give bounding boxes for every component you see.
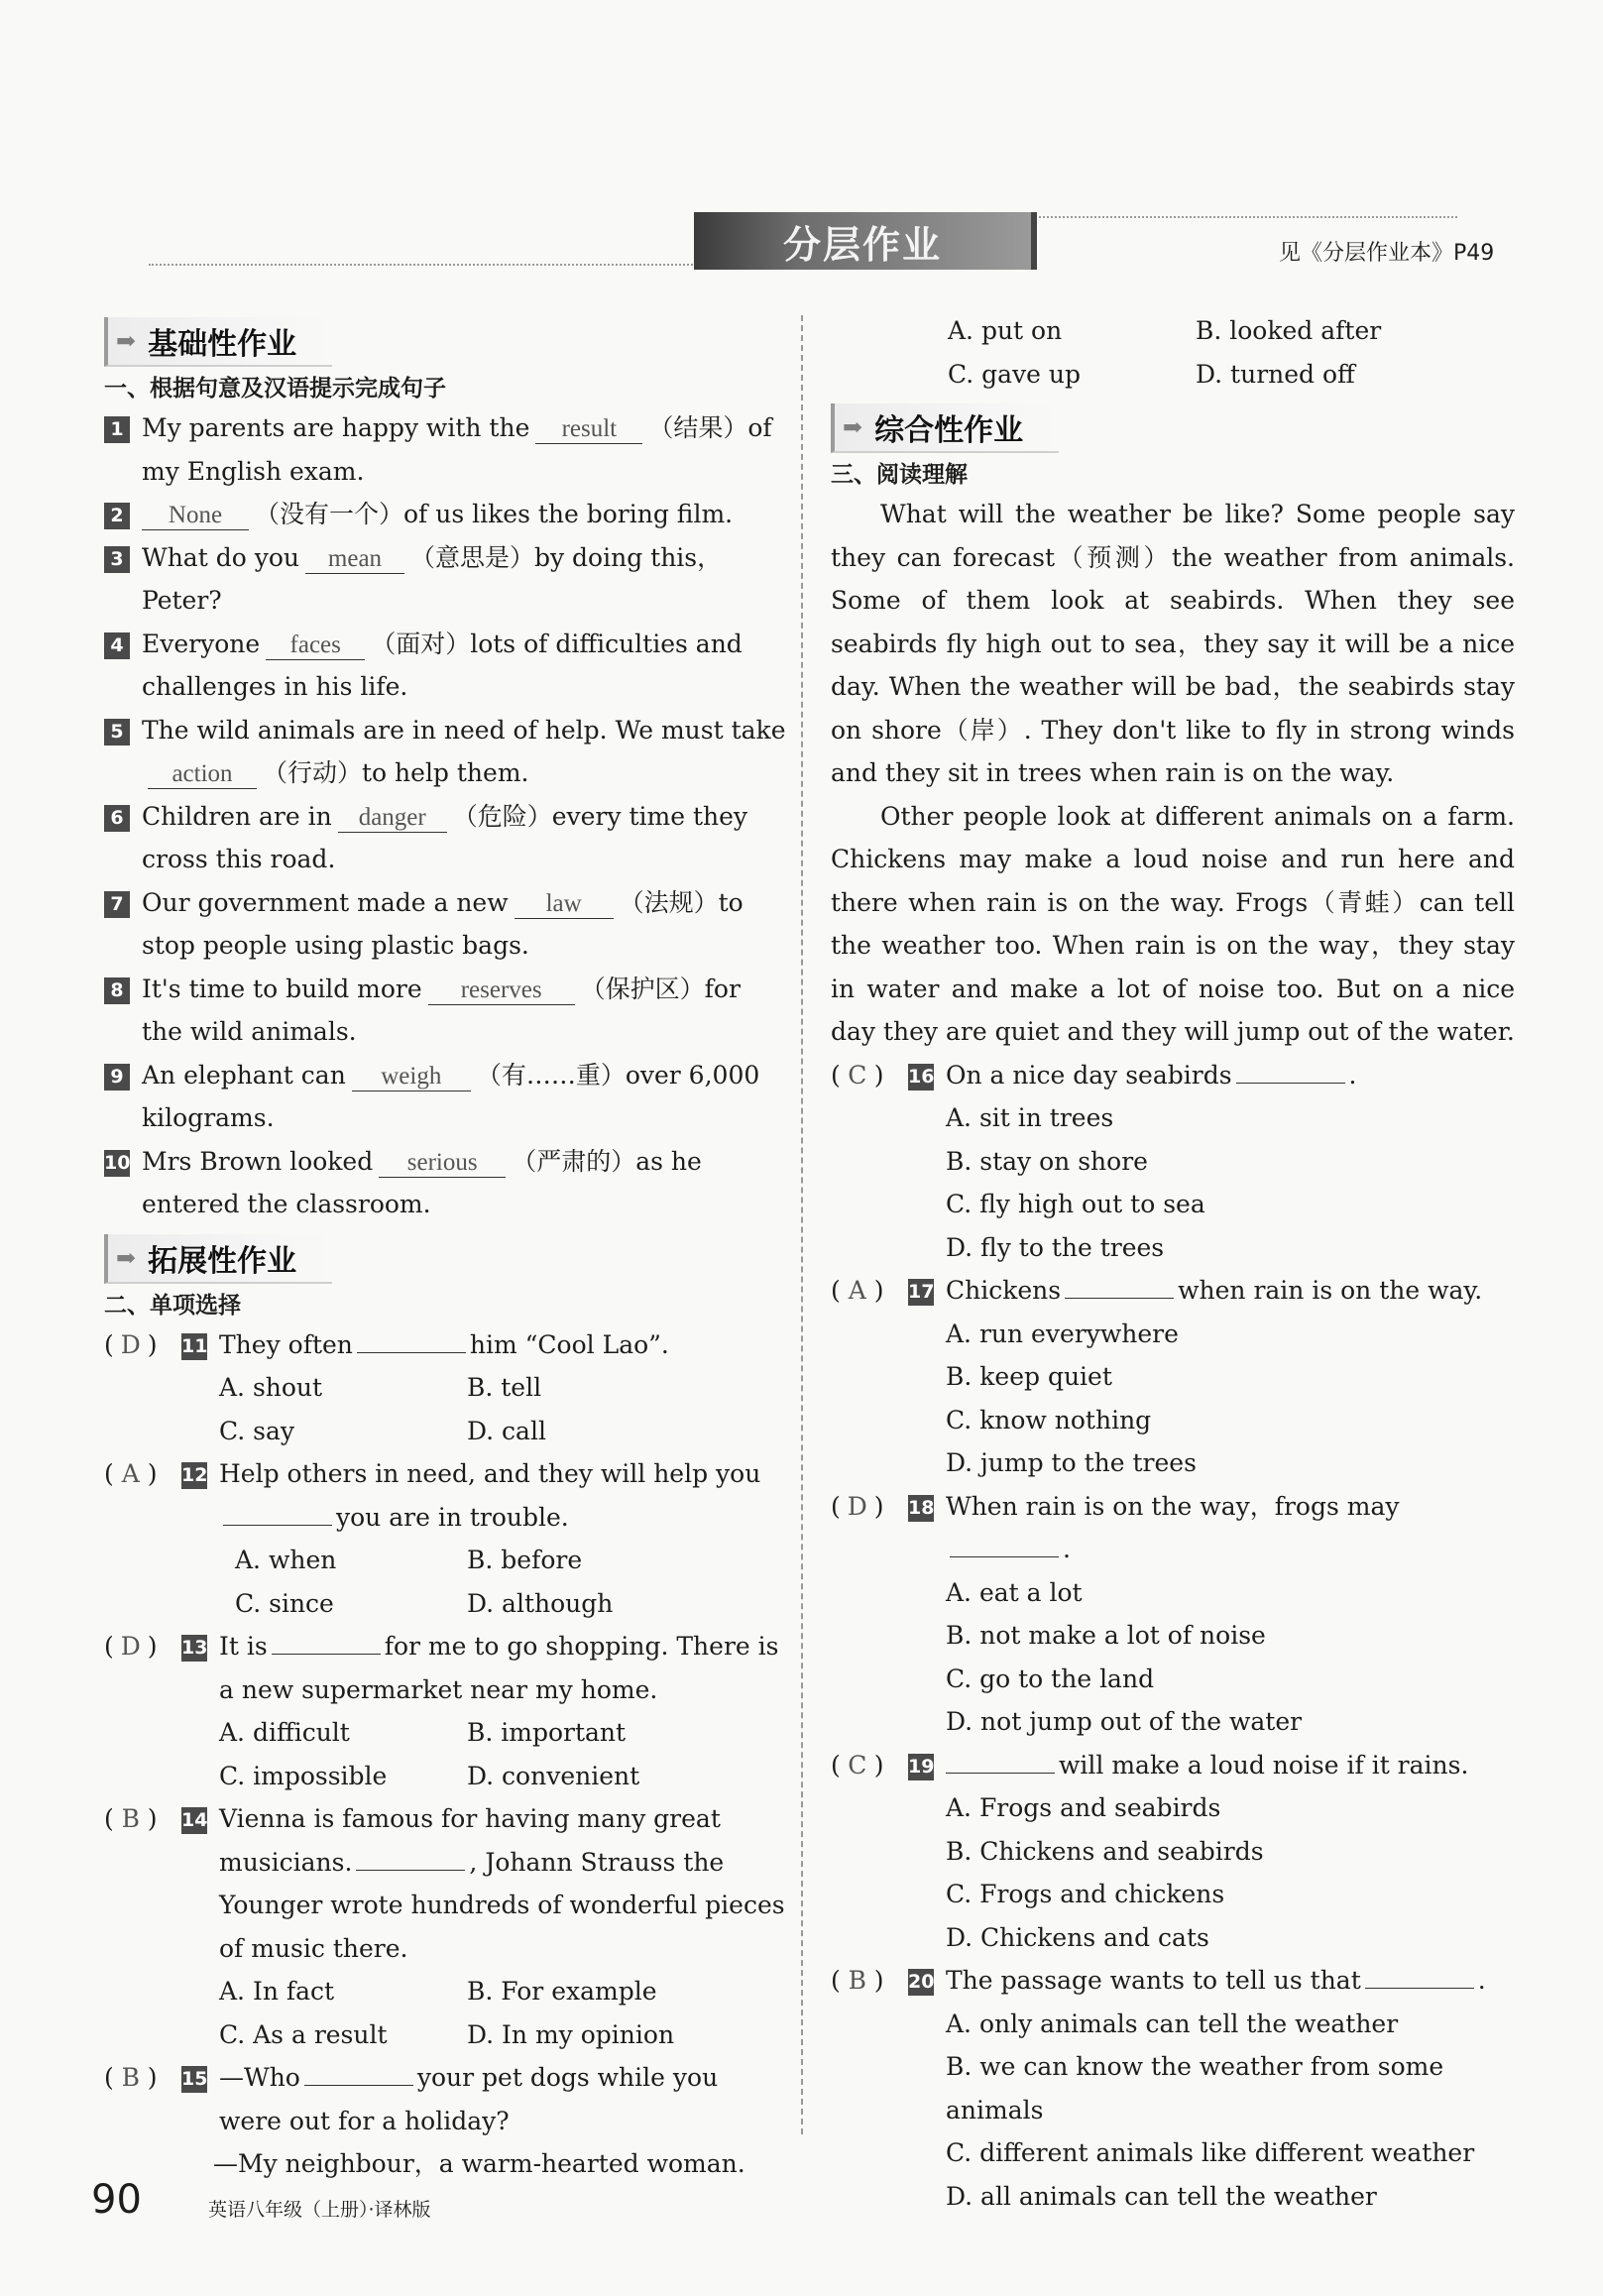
options-11 (104, 1366, 788, 1452)
answer-blank (1365, 1964, 1474, 1989)
item-number: 11 (181, 1333, 207, 1360)
option-b[interactable]: B. looked after (1196, 316, 1382, 345)
question-text: Help others in need, and they will help you (219, 1459, 761, 1488)
fill-item-1 (104, 406, 788, 493)
question-text: you are in trouble. (336, 1502, 569, 1532)
item-number: 2 (104, 503, 130, 529)
question-text: The passage wants to tell us that (946, 1966, 1361, 1995)
answer-blank[interactable]: mean (305, 545, 404, 574)
section-comp-badge (831, 403, 1059, 453)
answer-paren: ( C ) (831, 1054, 884, 1097)
option-d[interactable]: D. convenient (467, 1761, 640, 1790)
header-banner (694, 212, 1037, 270)
fill-item-8 (104, 968, 788, 1054)
option-d[interactable]: D. not jump out of the water (946, 1707, 1303, 1736)
question-20 (831, 1959, 1515, 2003)
item-text: （行动）to help them. (263, 758, 529, 787)
option-a[interactable]: A. when (235, 1546, 337, 1574)
arrow-icon: ➡ (116, 327, 137, 355)
section-ext-title: 拓展性作业 (148, 1243, 297, 1279)
question-text: will make a loud noise if it rains. (1059, 1750, 1469, 1779)
option-c[interactable]: C. know nothing (946, 1405, 1152, 1435)
item-text: My parents are happy with the (142, 413, 530, 442)
option-b[interactable]: B. For example (467, 1977, 657, 2006)
question-12 (104, 1452, 788, 1539)
header-rule-left (149, 264, 704, 266)
option-b[interactable]: B. not make a lot of noise (946, 1621, 1266, 1650)
answer-paren: ( D ) (831, 1485, 884, 1529)
question-text: Chickens (946, 1276, 1062, 1305)
item-text: （面对）lots of difficulties and challenges in his life. (142, 629, 743, 701)
section-comp-title: 综合性作业 (874, 413, 1024, 448)
answer-blank (272, 1630, 381, 1655)
question-text: for me to go shopping. There is a new supermarket near my home. (219, 1632, 779, 1704)
answer-blank[interactable]: result (535, 415, 642, 444)
answer-letter[interactable]: B (848, 1966, 866, 1995)
item-number: 13 (181, 1635, 207, 1662)
question-13 (104, 1625, 788, 1711)
options-15 (831, 309, 1515, 396)
arrow-icon: ➡ (116, 1243, 137, 1272)
option-d[interactable]: D. turned off (1196, 359, 1355, 389)
fill-item-3 (104, 536, 788, 623)
question-text: It is (219, 1632, 268, 1661)
item-number: 15 (181, 2066, 207, 2093)
item-number: 14 (181, 1807, 207, 1834)
option-c[interactable]: C. different animals like different weather (946, 2138, 1475, 2167)
answer-blank[interactable]: serious (379, 1149, 506, 1178)
answer-letter[interactable]: B (121, 1804, 140, 1833)
answer-paren: ( D ) (104, 1625, 158, 1668)
item-text: （有……重）over 6,000 kilograms. (142, 1060, 760, 1132)
option-a[interactable]: A. only animals can tell the weather (946, 2009, 1399, 2038)
options-13 (104, 1711, 788, 1797)
answer-letter[interactable]: D (120, 1329, 141, 1359)
options-12 (104, 1539, 788, 1625)
option-a[interactable]: A. In fact (219, 1977, 335, 2006)
answer-paren: ( A ) (831, 1269, 884, 1313)
item-text: Children are in (142, 801, 332, 831)
question-15 (104, 2056, 788, 2142)
option-b[interactable]: B. tell (467, 1373, 542, 1402)
left-column (104, 309, 788, 2186)
item-number: 7 (104, 891, 130, 918)
option-b[interactable]: B. before (467, 1546, 583, 1574)
answer-blank[interactable]: faces (266, 631, 365, 660)
option-c[interactable]: C. As a result (219, 2019, 388, 2049)
item-number: 10 (104, 1150, 130, 1177)
item-number: 16 (908, 1064, 934, 1091)
item-text: Mrs Brown looked (142, 1146, 374, 1176)
item-text: Our government made a new (142, 887, 509, 917)
option-c[interactable]: C. since (235, 1588, 334, 1618)
answer-blank[interactable]: danger (338, 804, 447, 833)
option-c[interactable]: C. go to the land (946, 1664, 1155, 1693)
option-c[interactable]: C. fly high out to sea (946, 1190, 1205, 1218)
part3-heading: 三、阅读理解 (831, 462, 968, 488)
question-text: They often (219, 1329, 353, 1359)
item-number: 20 (908, 1969, 934, 1996)
option-a[interactable]: A. put on (948, 316, 1063, 345)
question-19 (831, 1744, 1515, 1787)
question-11 (104, 1323, 788, 1367)
part1-heading: 一、根据句意及汉语提示完成句子 (104, 376, 446, 402)
option-d[interactable]: D. call (467, 1416, 546, 1445)
answer-letter[interactable]: A (848, 1276, 866, 1305)
answer-blank (950, 1533, 1059, 1557)
option-a[interactable]: A. sit in trees (946, 1103, 1114, 1132)
fill-item-7 (104, 881, 788, 968)
item-text: （没有一个）of us likes the boring film. (255, 500, 734, 528)
page-number: 90 (91, 2177, 142, 2223)
answer-paren: ( B ) (831, 1959, 884, 2003)
item-text: What do you (142, 542, 299, 572)
fill-item-4 (104, 623, 788, 709)
option-c[interactable]: C. impossible (219, 1761, 388, 1790)
section-basic-title: 基础性作业 (148, 327, 297, 362)
answer-letter[interactable]: C (848, 1750, 867, 1779)
item-text: （严肃的）as he entered the classroom. (142, 1146, 702, 1218)
question-text: . (1348, 1060, 1357, 1090)
item-number: 9 (104, 1064, 130, 1091)
question-text: , Johann Strauss the Younger wrote hundreds of wonderful pieces of music there. (219, 1847, 785, 1963)
header-reference: 见《分层作业本》P49 (1279, 241, 1495, 266)
answer-blank[interactable]: law (515, 890, 614, 919)
option-b[interactable]: B. we can know the weather from some animals (946, 2052, 1444, 2124)
answer-paren: ( B ) (104, 1797, 158, 1841)
item-text: （保护区）for the wild animals. (142, 974, 741, 1046)
question-15-reply: —My neighbour，a warm-hearted woman. (213, 2149, 745, 2178)
option-c[interactable]: C. gave up (948, 359, 1082, 389)
fill-item-6 (104, 795, 788, 881)
answer-blank (304, 2061, 413, 2086)
item-text: （危险）every time they cross this road. (142, 801, 748, 873)
option-a[interactable]: A. Frogs and seabirds (946, 1793, 1221, 1822)
answer-blank[interactable]: reserves (428, 976, 575, 1005)
header-title: 分层作业 (782, 222, 942, 267)
question-text: —Who (219, 2063, 300, 2092)
options-14 (104, 1970, 788, 2056)
fill-item-5 (104, 709, 788, 795)
header-rule-right (1031, 216, 1457, 218)
section-ext-badge (104, 1234, 332, 1284)
question-text: when rain is on the way. (1178, 1276, 1483, 1305)
item-number: 8 (104, 977, 130, 1004)
item-number: 5 (104, 719, 130, 746)
option-d[interactable]: D. although (467, 1588, 614, 1618)
answer-letter[interactable]: C (848, 1060, 867, 1090)
option-a[interactable]: A. difficult (219, 1718, 350, 1747)
answer-paren: ( D ) (104, 1323, 158, 1367)
answer-letter[interactable]: B (121, 2063, 140, 2092)
answer-paren: ( C ) (831, 1744, 884, 1787)
answer-blank[interactable]: weigh (352, 1063, 471, 1091)
option-d[interactable]: D. jump to the trees (946, 1448, 1197, 1477)
answer-letter[interactable]: A (121, 1459, 140, 1488)
answer-blank (223, 1501, 332, 1526)
item-number: 18 (908, 1495, 934, 1522)
option-a[interactable]: A. run everywhere (946, 1319, 1179, 1348)
question-17 (831, 1269, 1515, 1313)
answer-blank[interactable]: None (142, 502, 249, 530)
item-number: 6 (104, 805, 130, 832)
option-b[interactable]: B. Chickens and seabirds (946, 1836, 1264, 1866)
question-text: When rain is on the way，frogs may (946, 1491, 1400, 1521)
question-16 (831, 1054, 1515, 1097)
option-c[interactable]: C. Frogs and chickens (946, 1880, 1225, 1908)
item-number: 3 (104, 546, 130, 573)
column-divider (801, 315, 803, 2134)
option-b[interactable]: B. stay on shore (946, 1146, 1148, 1176)
option-c[interactable]: C. say (219, 1416, 294, 1445)
section-basic-badge (104, 317, 332, 367)
answer-blank (356, 1846, 465, 1871)
question-text: your pet dogs while you were out for a holiday? (219, 2063, 719, 2135)
answer-blank (946, 1749, 1055, 1774)
item-text: An elephant can (142, 1060, 346, 1090)
item-text: （意思是）by doing this，Peter? (142, 542, 723, 615)
item-number: 17 (908, 1279, 934, 1306)
answer-letter[interactable]: D (120, 1632, 141, 1661)
question-text: On a nice day seabirds (946, 1060, 1232, 1090)
answer-blank[interactable]: action (148, 760, 257, 789)
answer-blank (1065, 1274, 1174, 1299)
answer-letter[interactable]: D (847, 1491, 867, 1521)
answer-blank (357, 1328, 466, 1353)
reading-paragraph-1: What will the weather be like? Some people say they can forecast（预测）the weather from animals. Some of them look at seabirds. When they see seabirds fly high out to sea，they say it will be a nice day. When the weather will be bad，the seabirds stay on shore（岸）. They don't like to fly in strong winds and they sit in trees when rain is on the way. (831, 500, 1515, 787)
item-text: （法规）to stop people using plastic bags. (142, 887, 744, 960)
option-b[interactable]: B. important (467, 1718, 627, 1747)
question-text: him “Cool Lao”. (469, 1329, 669, 1359)
item-text: Everyone (142, 629, 261, 658)
item-number: 1 (104, 416, 130, 443)
item-text: The wild animals are in need of help. We must take (142, 715, 786, 745)
question-text: Vienna is famous for having many great musicians. (219, 1804, 721, 1877)
option-a[interactable]: A. shout (219, 1373, 323, 1402)
item-number: 12 (181, 1462, 207, 1489)
option-d[interactable]: D. all animals can tell the weather (946, 2181, 1377, 2211)
option-a[interactable]: A. eat a lot (946, 1577, 1083, 1607)
book-title: 英语八年级（上册）·译林版 (208, 2199, 431, 2221)
fill-item-2 (104, 493, 788, 536)
reading-paragraph-2: Other people look at different animals on a farm. Chickens may make a loud noise and run here and there when rain is on the way. Frogs（青蛙）can tell the weather too. When rain is on the way，they stay in water and make a lot of noise too. But on a nice day they are quiet and they will jump out of the water. (831, 801, 1515, 1046)
part2-heading: 二、单项选择 (104, 1292, 241, 1319)
item-text: It's time to build more (142, 974, 422, 1003)
option-d[interactable]: D. In my opinion (467, 2019, 675, 2049)
arrow-icon: ➡ (843, 413, 863, 441)
question-18 (831, 1485, 1515, 1571)
option-b[interactable]: B. keep quiet (946, 1362, 1112, 1391)
item-number: 19 (908, 1754, 934, 1780)
question-text: . (1477, 1966, 1486, 1995)
item-text: （结果）of my English exam. (142, 413, 772, 486)
right-column (831, 309, 1515, 2218)
answer-paren: ( B ) (104, 2056, 158, 2100)
answer-blank (1236, 1059, 1345, 1084)
question-text: . (1063, 1535, 1071, 1563)
fill-item-10 (104, 1140, 788, 1226)
question-14 (104, 1797, 788, 1970)
answer-paren: ( A ) (104, 1452, 158, 1496)
option-d[interactable]: D. Chickens and cats (946, 1922, 1209, 1952)
item-number: 4 (104, 632, 130, 659)
option-d[interactable]: D. fly to the trees (946, 1232, 1165, 1262)
fill-item-9 (104, 1054, 788, 1140)
